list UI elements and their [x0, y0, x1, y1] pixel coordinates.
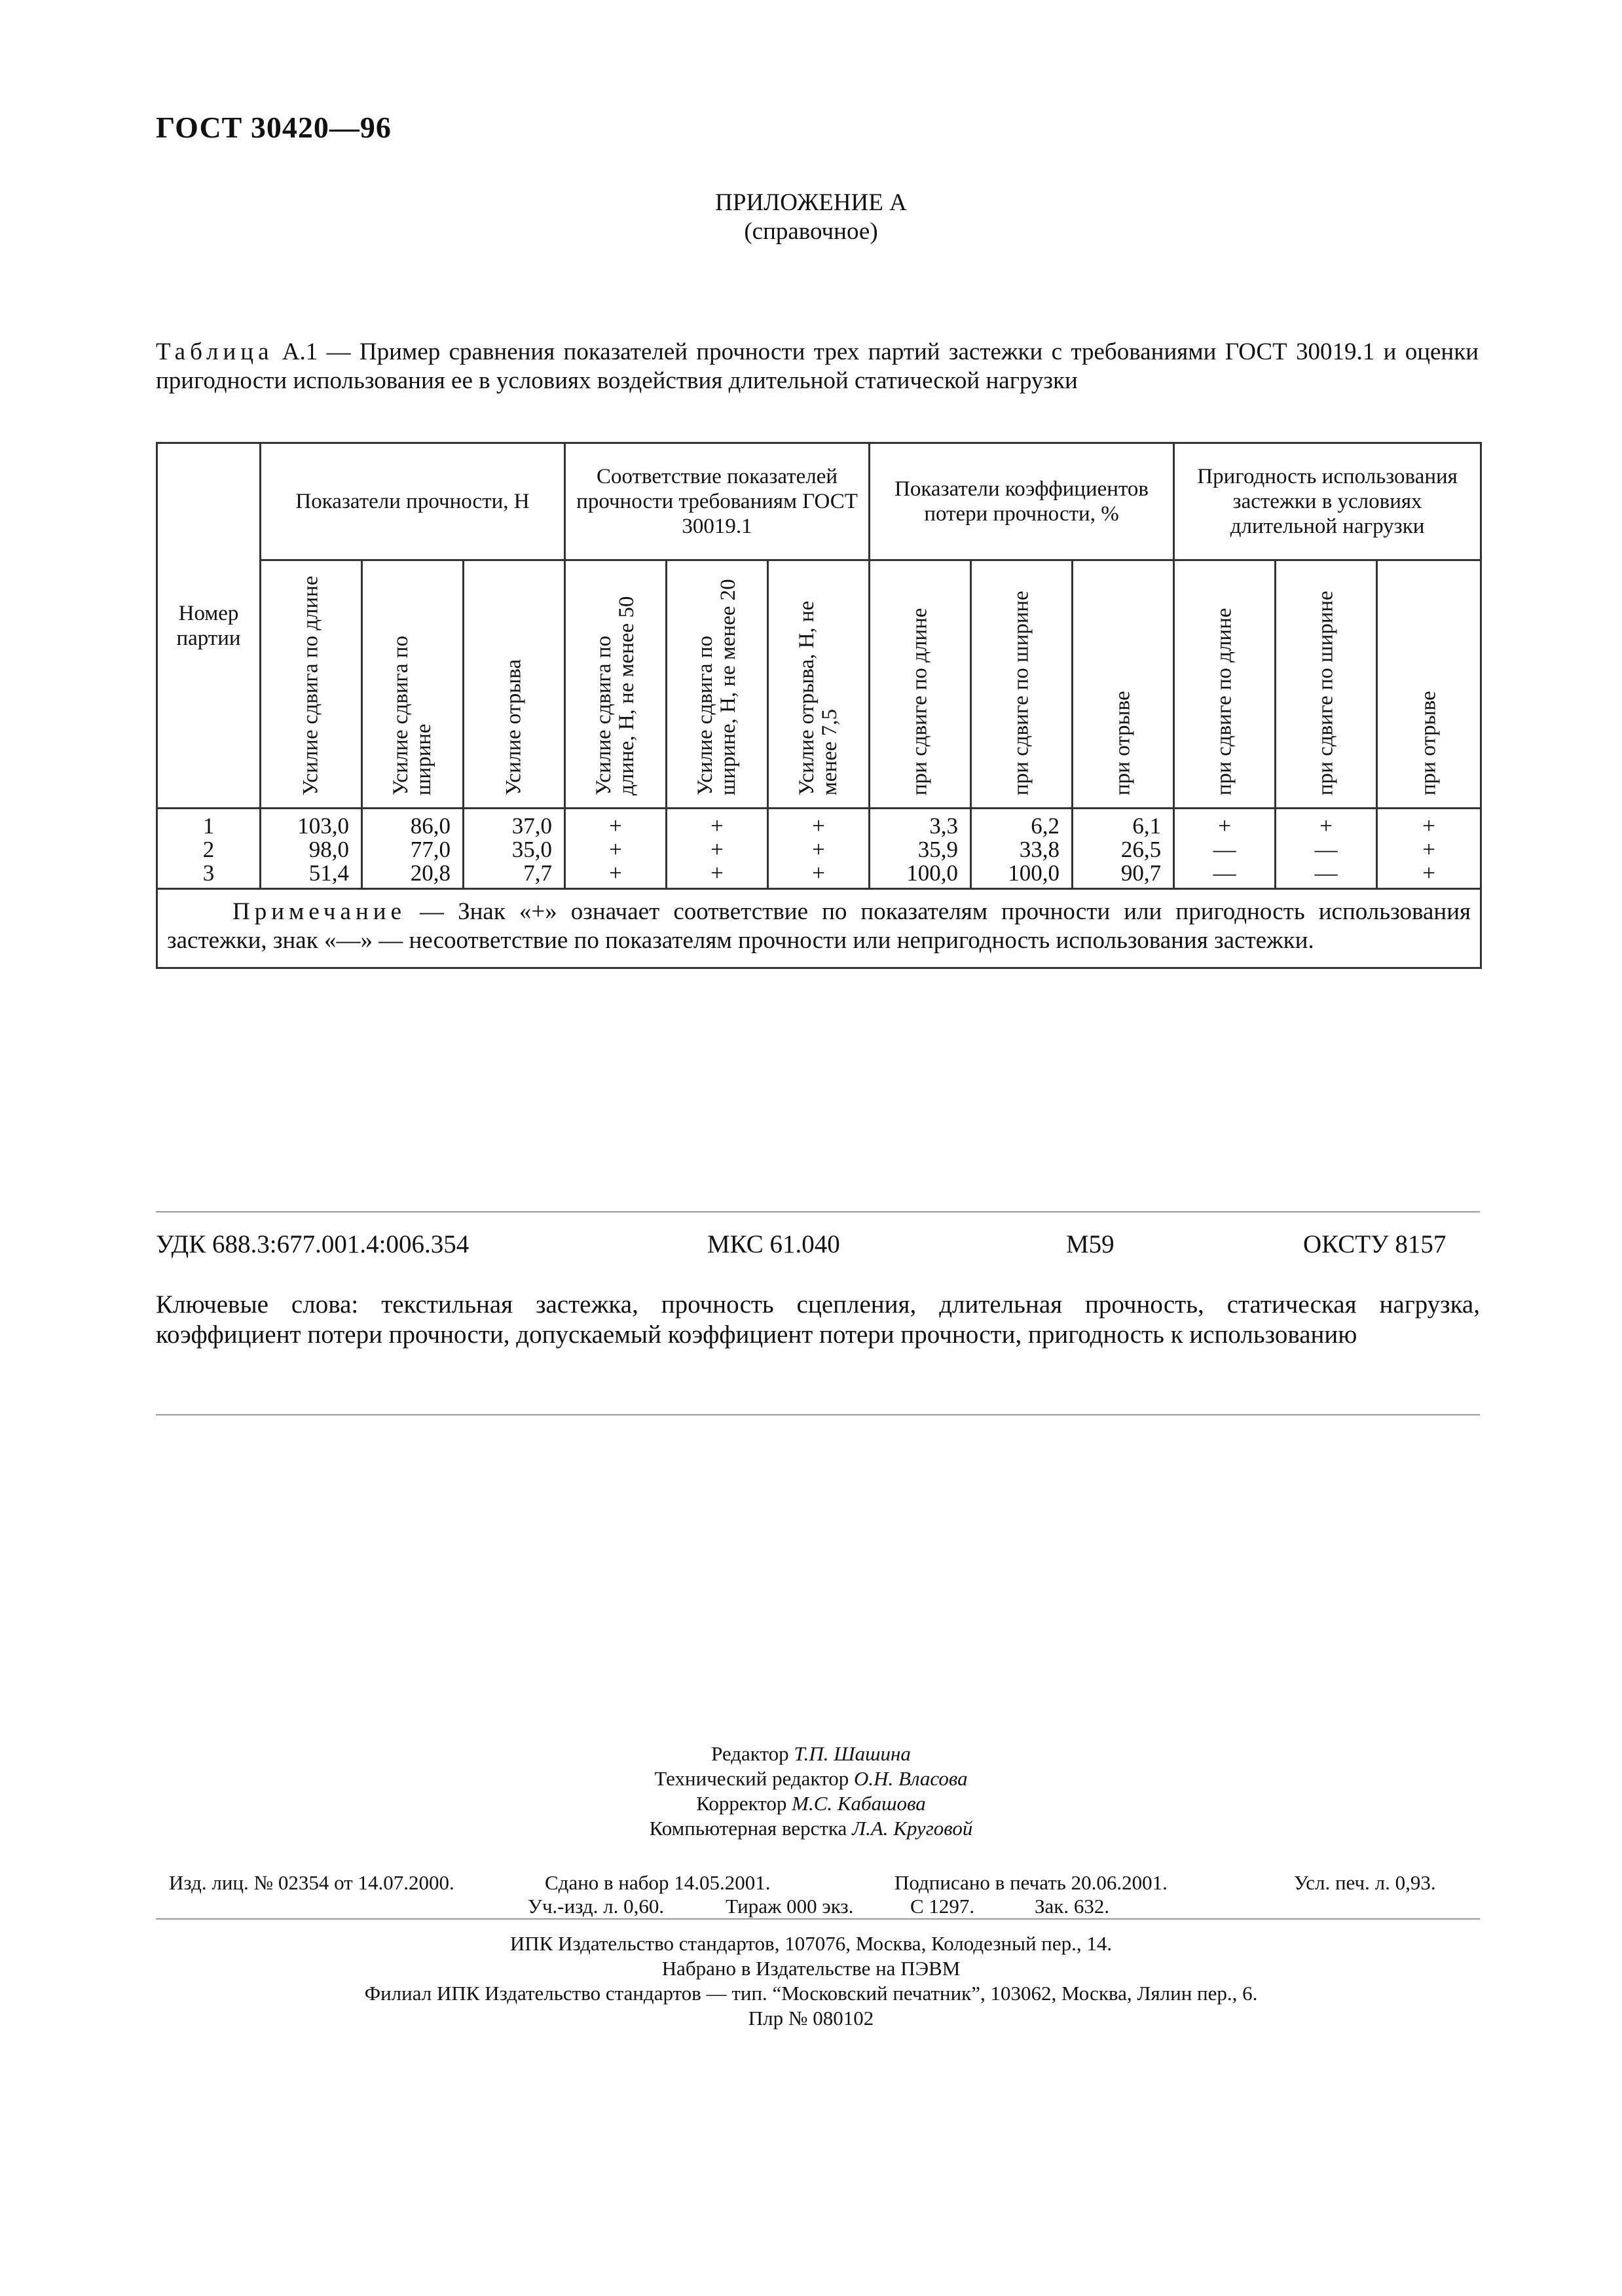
table-cell: 98,0 — [261, 838, 362, 862]
table-cell: + — [768, 838, 870, 862]
strength-comparison-table — [156, 442, 1482, 969]
table-cell: + — [667, 862, 768, 889]
table-note — [157, 889, 1481, 968]
subheader-text: Усилие сдвига по длине, Н, не менее 50 — [592, 596, 638, 795]
table-cell: + — [1377, 862, 1481, 889]
udk-code: УДК 688.3:677.001.4:006.354 — [156, 1230, 470, 1258]
group-header-compliance: Соответствие показателей прочности требованиям ГОСТ 30019.1 — [565, 443, 870, 560]
layout-line — [0, 1816, 1622, 1841]
divider-imprint — [156, 1918, 1480, 1920]
signed-for-print: Подписано в печать 20.06.2001. — [894, 1871, 1168, 1894]
mks-code: МКС 61.040 — [707, 1230, 840, 1258]
subheader-6 — [768, 560, 870, 809]
table-cell: — — [1276, 862, 1377, 889]
appendix-title: ПРИЛОЖЕНИЕ А — [715, 189, 907, 216]
appendix-heading — [0, 189, 1622, 246]
editor-label: Редактор — [711, 1742, 789, 1765]
table-cell: 100,0 — [971, 862, 1073, 889]
editor-name: Т.П. Шашина — [794, 1742, 911, 1765]
table-cell: 86,0 — [362, 809, 464, 839]
okstu-code: ОКСТУ 8157 — [1303, 1230, 1447, 1258]
table-cell: + — [667, 838, 768, 862]
sent-to-typeset: Сдано в набор 14.05.2001. — [545, 1871, 771, 1894]
table-cell: + — [1377, 809, 1481, 839]
subheader-8 — [971, 560, 1073, 809]
order-number: Зак. 632. — [1035, 1895, 1110, 1918]
print-sheets: Усл. печ. л. 0,93. — [1294, 1871, 1436, 1894]
subheader-12 — [1377, 560, 1481, 809]
m-code: М59 — [1066, 1230, 1115, 1258]
print-run: Тираж 000 экз. — [726, 1895, 854, 1918]
table-note-label: Примечание — [232, 898, 406, 925]
corrector-line — [0, 1791, 1622, 1816]
table-cell: — — [1174, 838, 1276, 862]
publisher-line-3: Филиал ИПК Издательство стандартов — тип. “Московский печатник”, 103062, Москва, Лялин пер., 6. — [364, 1982, 1258, 2005]
subheader-5 — [667, 560, 768, 809]
keywords: Ключевые слова: текстильная застежка, прочность сцепления, длительная прочность, статическая нагрузка, коэффициент потери прочности, допускаемый коэффициент потери прочности, пригодность к использованию — [156, 1290, 1480, 1349]
table-cell: 35,0 — [464, 838, 565, 862]
batch-number-cell: 1 — [157, 809, 261, 839]
subheader-text: при отрыве — [1111, 691, 1135, 795]
subheader-3 — [464, 560, 565, 809]
corrector-label: Корректор — [696, 1792, 787, 1815]
table-row — [157, 862, 1481, 889]
table-cell: — — [1174, 862, 1276, 889]
table-cell: 33,8 — [971, 838, 1073, 862]
corrector-name: М.С. Кабашова — [792, 1792, 926, 1815]
group-header-suitability: Пригодность использования застежки в условиях длительной нагрузки — [1174, 443, 1481, 560]
subheader-text: Усилие отрыва — [502, 659, 526, 795]
subheader-text: при сдвиге по ширине — [1314, 591, 1338, 795]
batch-number-header: Номер партии — [157, 443, 261, 809]
subheader-1 — [261, 560, 362, 809]
table-cell: 37,0 — [464, 809, 565, 839]
table-cell: 35,9 — [870, 838, 971, 862]
table-cell: + — [565, 862, 667, 889]
divider-keywords — [156, 1414, 1480, 1415]
subheader-2 — [362, 560, 464, 809]
batch-number-cell: 3 — [157, 862, 261, 889]
tech-editor-line — [0, 1766, 1622, 1791]
table-caption-text: А.1 — Пример сравнения показателей прочности трех партий застежки с требованиями ГОСТ 30019.1 и оценки пригодности использования ее в условиях воздействия длительной статической нагрузки — [156, 338, 1479, 394]
publisher-info — [0, 1931, 1622, 2031]
subheader-text: при сдвиге по ширине — [1009, 591, 1033, 795]
appendix-subtitle: (справочное) — [744, 218, 878, 245]
subheader-text: Усилие отрыва, Н, не менее 7,5 — [795, 600, 842, 795]
subheader-text: Усилие сдвига по длине — [299, 575, 323, 795]
table-cell: 51,4 — [261, 862, 362, 889]
table-cell: + — [1174, 809, 1276, 839]
subheader-11 — [1276, 560, 1377, 809]
license: Изд. лиц. № 02354 от 14.07.2000. — [169, 1871, 454, 1894]
subheader-text: Усилие сдвига по ширине, Н, не менее 20 — [693, 579, 740, 795]
table-caption-label: Таблица — [156, 338, 274, 365]
table-row — [157, 838, 1481, 862]
table-cell: + — [1377, 838, 1481, 862]
table-cell: 77,0 — [362, 838, 464, 862]
divider-top — [156, 1211, 1480, 1212]
subheader-10 — [1174, 560, 1276, 809]
tech-editor-name: О.Н. Власова — [854, 1767, 968, 1790]
table-cell: + — [565, 838, 667, 862]
batch-number-cell: 2 — [157, 838, 261, 862]
layout-label: Компьютерная верстка — [649, 1817, 847, 1840]
c-number: С 1297. — [910, 1895, 975, 1918]
table-row — [157, 809, 1481, 839]
subheader-text: при сдвиге по длине — [908, 608, 932, 795]
layout-name: Л.А. Круговой — [852, 1817, 973, 1840]
group-header-loss-coefficients: Показатели коэффициентов потери прочности, % — [870, 443, 1174, 560]
table-cell: 6,1 — [1073, 809, 1174, 839]
table-cell: + — [667, 809, 768, 839]
subheader-7 — [870, 560, 971, 809]
publisher-sheets: Уч.-изд. л. 0,60. — [528, 1895, 665, 1918]
table-cell: + — [1276, 809, 1377, 839]
table-cell: 6,2 — [971, 809, 1073, 839]
subheader-4 — [565, 560, 667, 809]
publisher-line-1: ИПК Издательство стандартов, 107076, Москва, Колодезный пер., 14. — [509, 1932, 1113, 1955]
subheader-9 — [1073, 560, 1174, 809]
table-note-text: — Знак «+» означает соответствие по показателям прочности или пригодность использования застежки, знак «—» — несоответствие по показателям прочности или непригодность использования застежки. — [167, 898, 1471, 954]
table-cell: + — [768, 862, 870, 889]
subheader-text: при сдвиге по длине — [1212, 608, 1236, 795]
table-cell: 100,0 — [870, 862, 971, 889]
table-cell: + — [565, 809, 667, 839]
publisher-line-4: Плр № 080102 — [748, 2007, 874, 2030]
group-header-strength: Показатели прочности, Н — [261, 443, 565, 560]
document-code: ГОСТ 30420—96 — [156, 111, 392, 144]
editor-line — [0, 1741, 1622, 1766]
table-cell: 7,7 — [464, 862, 565, 889]
table-cell: 103,0 — [261, 809, 362, 839]
publisher-line-2: Набрано в Издательстве на ПЭВМ — [661, 1957, 961, 1980]
table-cell: 20,8 — [362, 862, 464, 889]
table-caption — [156, 338, 1479, 395]
subheader-text: Усилие сдвига по ширине — [389, 635, 435, 795]
table-cell: + — [768, 809, 870, 839]
table-cell: 3,3 — [870, 809, 971, 839]
subheader-text: при отрыве — [1416, 691, 1441, 795]
table-cell: — — [1276, 838, 1377, 862]
imprint-credits — [0, 1741, 1622, 1841]
tech-editor-label: Технический редактор — [654, 1767, 849, 1790]
table-cell: 26,5 — [1073, 838, 1174, 862]
table-cell: 90,7 — [1073, 862, 1174, 889]
